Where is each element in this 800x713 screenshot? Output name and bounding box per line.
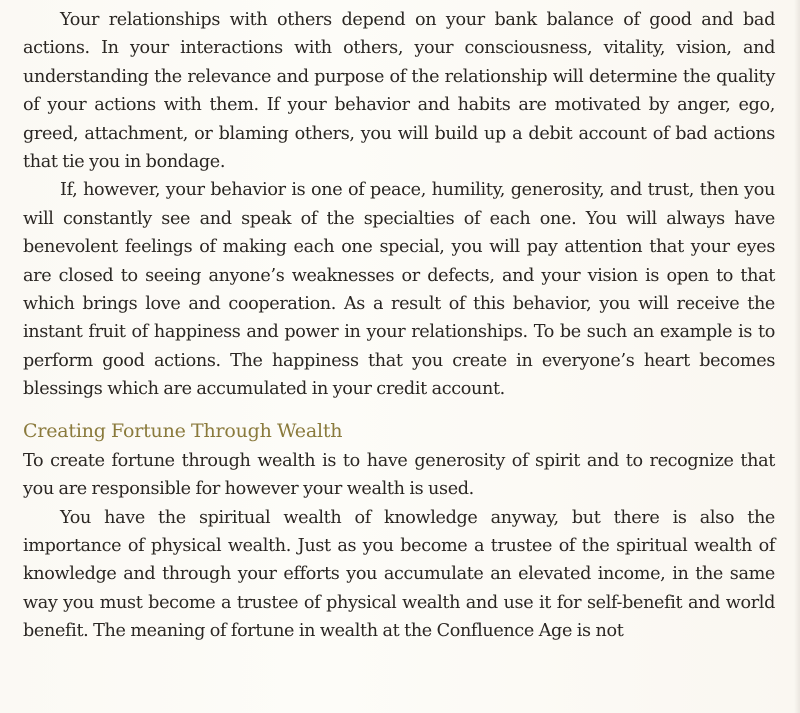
paragraph-section-body: You have the spiritual wealth of knowledge anyway, but there is also the importance of physical wealth. Just as you become a trustee of the spiritual wealth of knowledge and through your efforts you accumulate an elevated income, in the same way you must become a trustee of physical wealth and use it for self-benefit and world benefit. The meaning of fortune in wealth at the Confluence Age is not	[23, 507, 775, 642]
section-heading: Creating Fortune Through Wealth	[23, 419, 343, 442]
page-edge-shadow	[794, 0, 800, 713]
paragraph-section-intro: To create fortune through wealth is to have generosity of spirit and to recognize that you are responsible for however your wealth is used.	[23, 450, 775, 500]
paragraph-good-behavior: If, however, your behavior is one of peace, humility, generosity, and trust, then you will constantly see and speak of the specialties of each one. You will always have benevolent feelings of making each one special, you will pay attention that your eyes are closed to seeing anyone’s weaknesses or defects, and your vision is open to that which brings love and cooperation. As a result of this behavior, you will receive the instant fruit of happiness and power in your relationships. To be such an example is to perform good actions. The happiness that you create in everyone’s heart becomes blessings which are accumulated in your credit account.	[23, 180, 775, 400]
paragraph-relationships-balance: Your relationships with others depend on your bank balance of good and bad actions. In your interactions with others, your consciousness, vitality, vision, and understanding the relevance and purpose of the relationship will determine the quality of your actions with them. If your behavior and habits are motivated by anger, ego, greed, attachment, or blaming others, you will build up a debit account of bad actions that tie you in bondage.	[23, 10, 775, 173]
page-content	[23, 6, 775, 646]
